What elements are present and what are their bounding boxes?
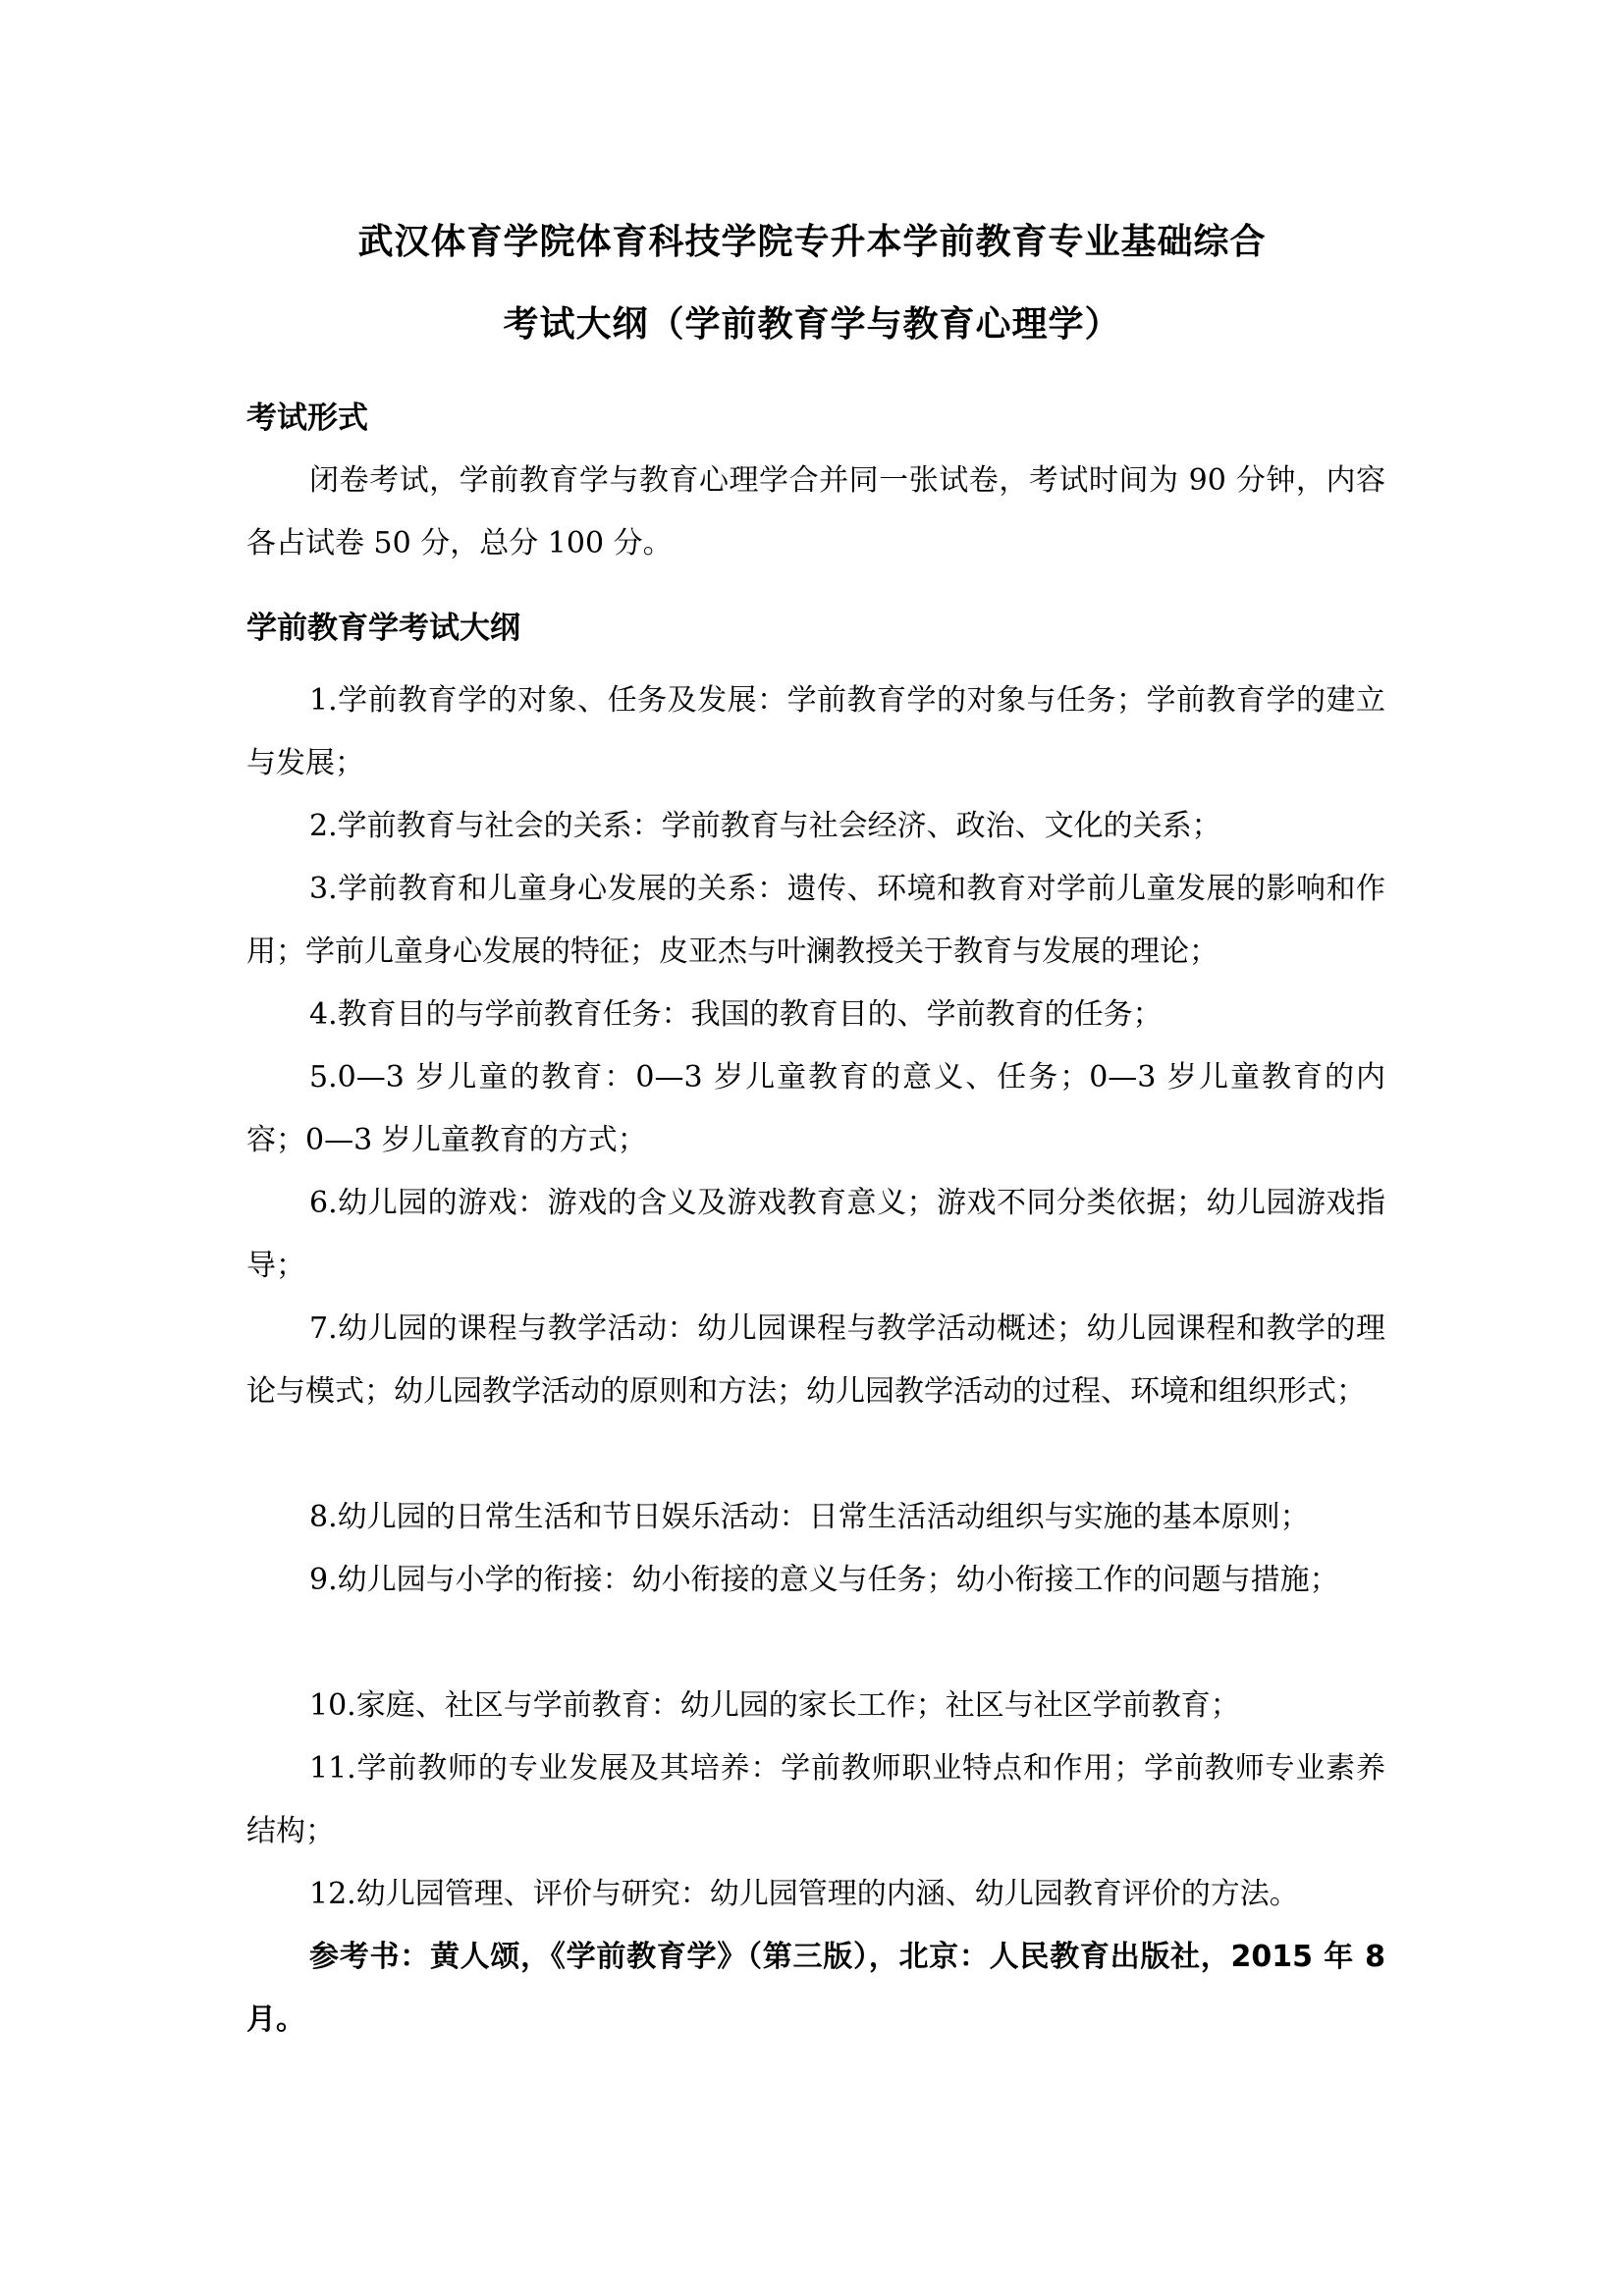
document-title-line-1: 武汉体育学院体育科技学院专升本学前教育专业基础综合 [357, 222, 1267, 262]
document-title-line-2: 考试大纲（学前教育学与教育心理学） [503, 304, 1121, 345]
outline-item-3: 3.学前教育和儿童身心发展的关系：遗传、环境和教育对学前儿童发展的影响和作用；学前儿童身心发展的特征；皮亚杰与叶澜教授关于教育与发展的理论； [246, 872, 1385, 969]
section-heading-outline: 学前教育学考试大纲 [246, 611, 520, 646]
section-heading-exam-form: 考试形式 [246, 400, 368, 436]
outline-item-9: 9.幼儿园与小学的衔接：幼小衔接的意义与任务；幼小衔接工作的问题与措施； [309, 1563, 1339, 1597]
exam-form-paragraph: 闭卷考试，学前教育学与教育心理学合并同一张试卷，考试时间为 90 分钟，内容各占试卷 50 分，总分 100 分。 [246, 463, 1385, 561]
outline-item-7: 7.幼儿园的课程与教学活动：幼儿园课程与教学活动概述；幼儿园课程和教学的理论与模式；幼儿园教学活动的原则和方法；幼儿园教学活动的过程、环境和组织形式； [246, 1311, 1385, 1409]
outline-item-10: 10.家庭、社区与学前教育：幼儿园的家长工作；社区与社区学前教育； [309, 1688, 1240, 1723]
outline-item-1: 1.学前教育学的对象、任务及发展：学前教育学的对象与任务；学前教育学的建立与发展； [246, 683, 1385, 780]
outline-item-6: 6.幼儿园的游戏：游戏的含义及游戏教育意义；游戏不同分类依据；幼儿园游戏指导； [246, 1186, 1385, 1283]
outline-item-2: 2.学前教育与社会的关系：学前教育与社会经济、政治、文化的关系； [309, 809, 1221, 843]
outline-item-8: 8.幼儿园的日常生活和节日娱乐活动：日常生活活动组织与实施的基本原则； [309, 1500, 1310, 1534]
outline-item-5: 5.0—3 岁儿童的教育：0—3 岁儿童教育的意义、任务；0—3 岁儿童教育的内容；0—3 岁儿童教育的方式； [246, 1060, 1385, 1157]
outline-item-11: 11.学前教师的专业发展及其培养：学前教师职业特点和作用；学前教师专业素养结构； [246, 1751, 1385, 1848]
outline-item-4: 4.教育目的与学前教育任务：我国的教育目的、学前教育的任务； [309, 997, 1163, 1032]
outline-item-12: 12.幼儿园管理、评价与研究：幼儿园管理的内涵、幼儿园教育评价的方法。 [309, 1877, 1299, 1911]
reference-book: 参考书：黄人颂，《学前教育学》（第三版），北京：人民教育出版社，2015 年 8 月。 [246, 1940, 1385, 2037]
